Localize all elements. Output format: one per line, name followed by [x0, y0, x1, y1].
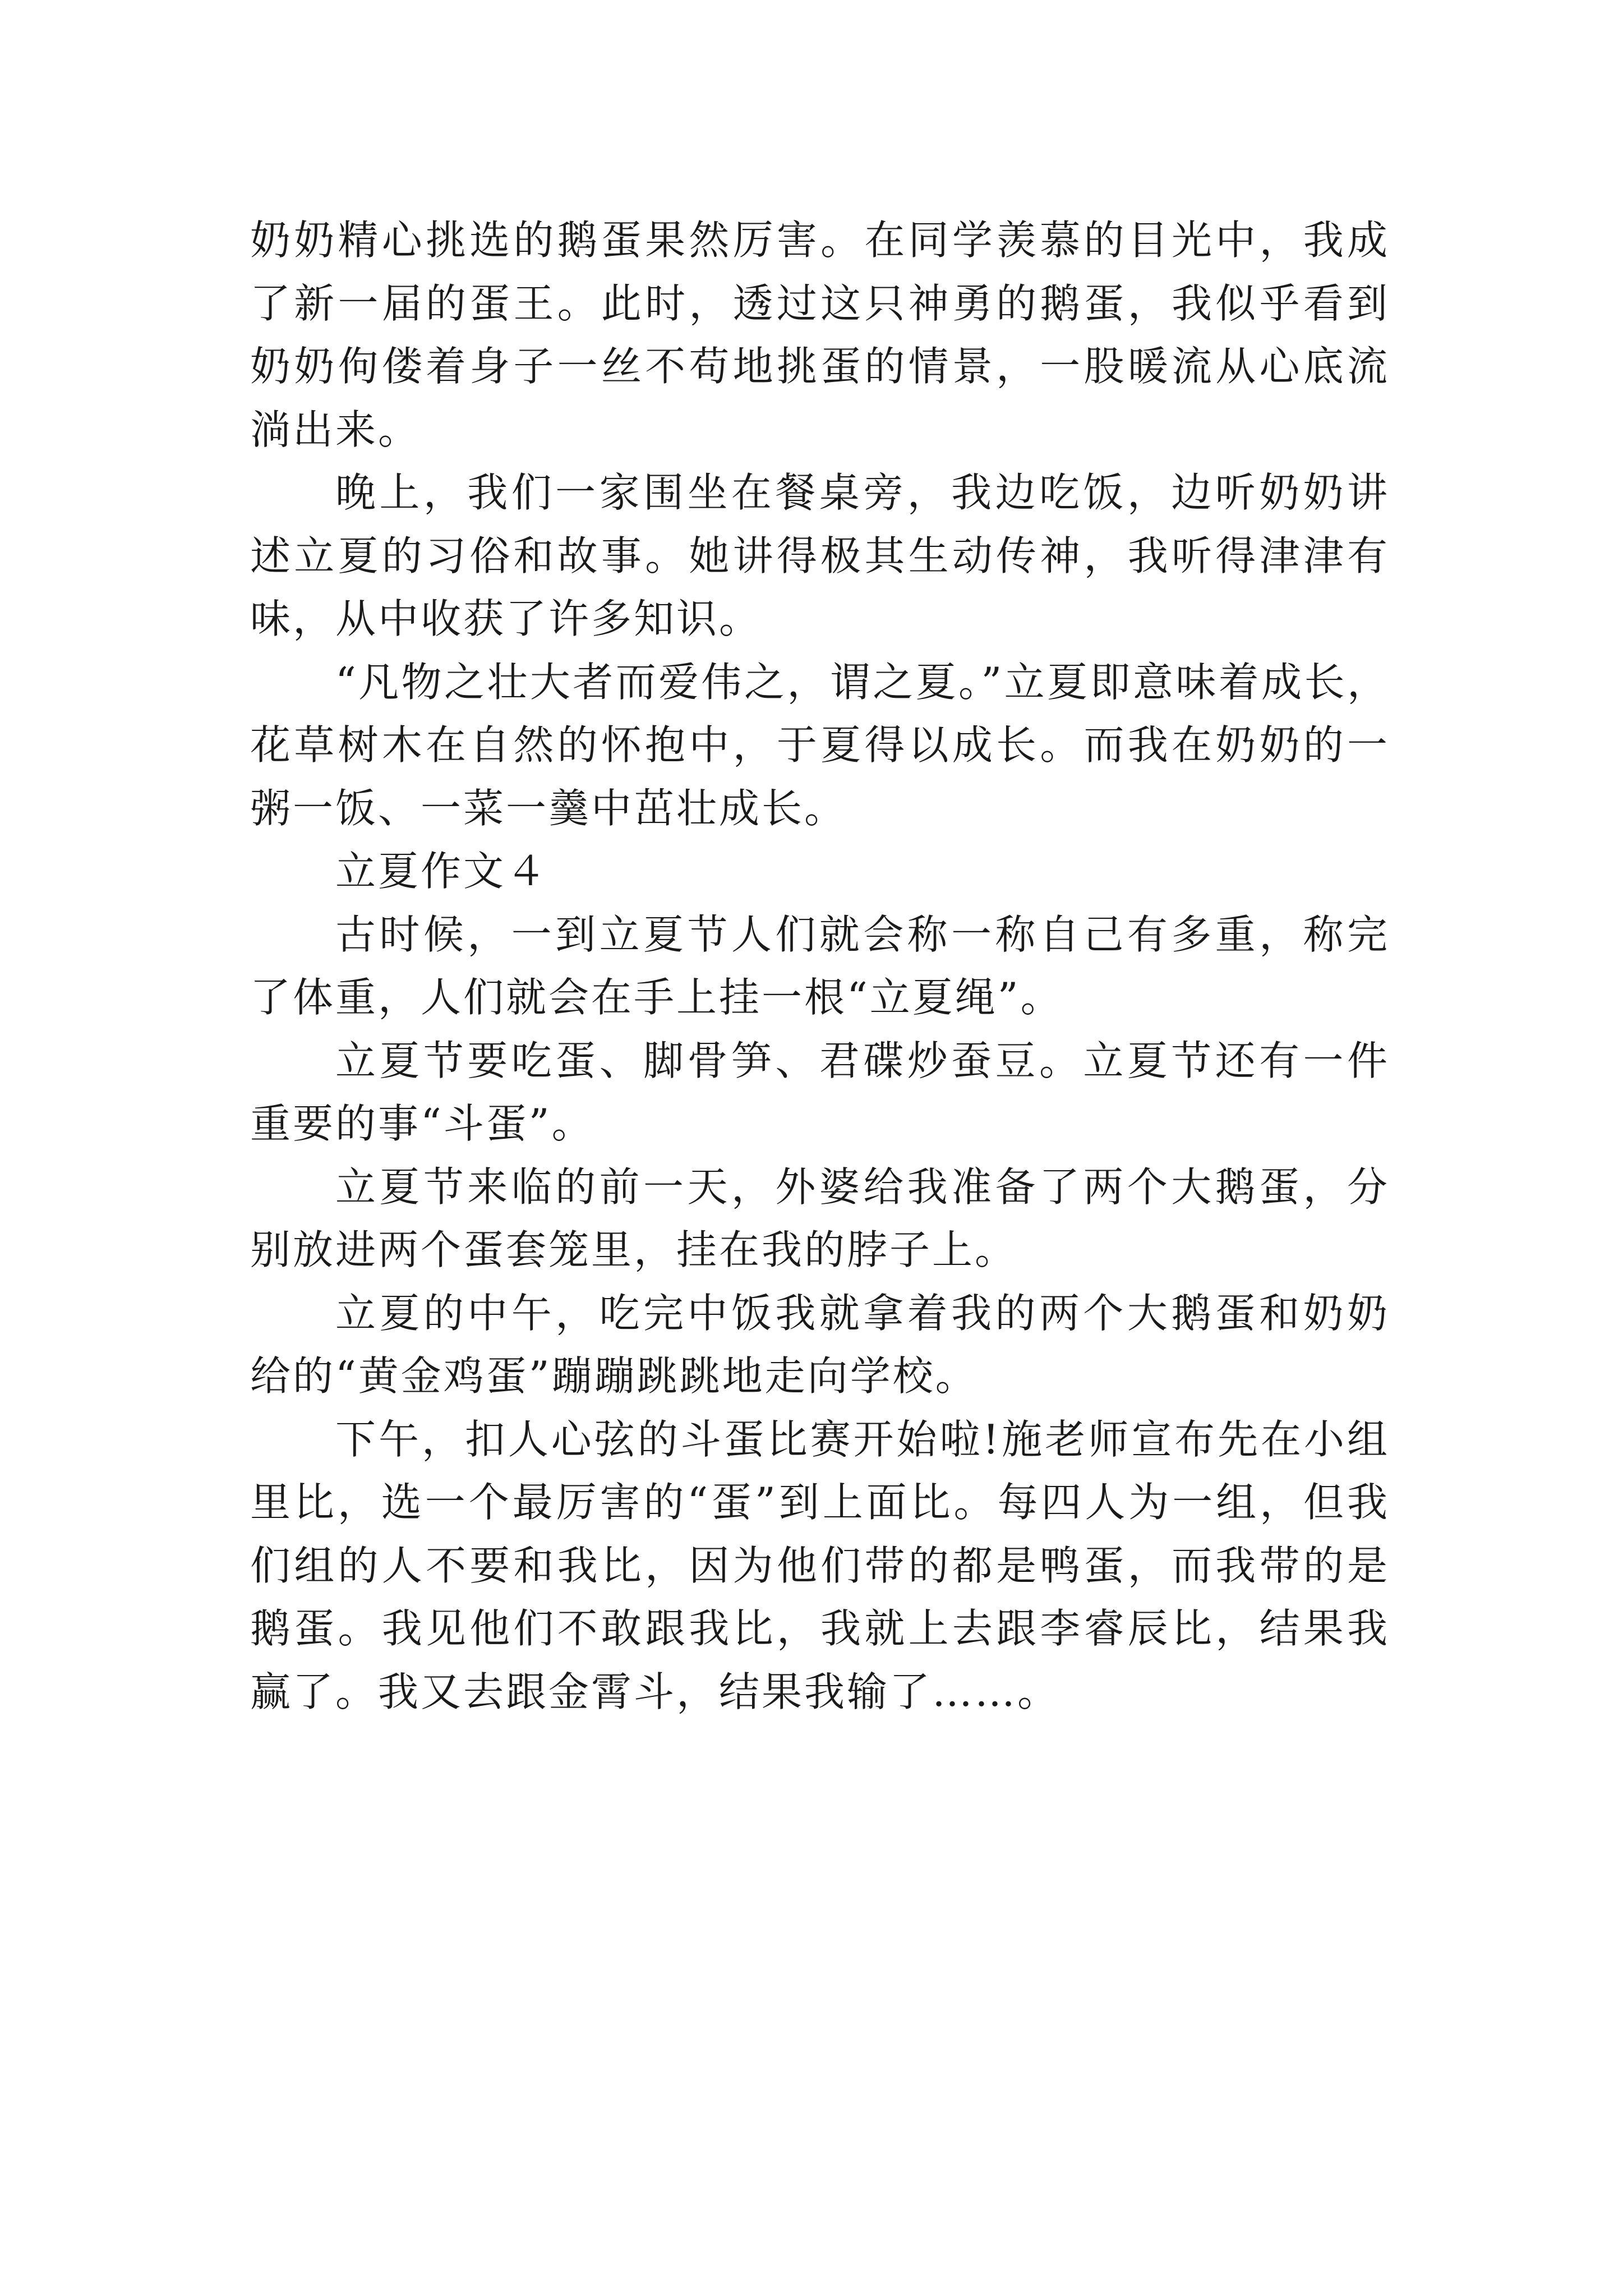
paragraph-goose-egg-winner: 奶奶精心挑选的鹅蛋果然厉害。在同学羡慕的目光中，我成了新一届的蛋王。此时，透过这只神勇的鹅蛋，我似乎看到奶奶佝偻着身子一丝不苟地挑蛋的情景，一股暖流从心底流淌出来。 — [250, 217, 1390, 453]
paragraph-dinner-stories: 晚上，我们一家围坐在餐桌旁，我边吃饭，边听奶奶讲述立夏的习俗和故事。她讲得极其生动传神，我听得津津有味，从中收获了许多知识。 — [250, 469, 1390, 642]
essay-heading: 立夏作文４ — [335, 848, 549, 895]
paragraph-weighing-custom: 古时候，一到立夏节人们就会称一称自己有多重，称完了体重，人们就会在手上挂一根“立夏绳”。 — [250, 910, 1390, 1021]
paragraph-grandma-eggs: 立夏节来临的前一天，外婆给我准备了两个大鹅蛋，分别放进两个蛋套笼里，挂在我的脖子上。 — [250, 1163, 1390, 1273]
paragraph-lixia-foods: 立夏节要吃蛋、脚骨笋、君碟炒蚕豆。立夏节还有一件重要的事“斗蛋”。 — [250, 1037, 1390, 1147]
paragraph-to-school: 立夏的中午，吃完中饭我就拿着我的两个大鹅蛋和奶奶给的“黄金鸡蛋”蹦蹦跳跳地走向学校。 — [250, 1289, 1390, 1400]
body-text — [250, 209, 1390, 1723]
paragraph-summer-meaning: “凡物之壮大者而爱伟之，谓之夏。”立夏即意味着成长，花草树木在自然的怀抱中，于夏得以成长。而我在奶奶的一粥一饭、一菜一羹中茁壮成长。 — [250, 658, 1390, 832]
paragraph-egg-contest: 下午，扣人心弦的斗蛋比赛开始啦!施老师宣布先在小组里比，选一个最厉害的“蛋”到上面比。每四人为一组，但我们组的人不要和我比，因为他们带的都是鸭蛋，而我带的是鹅蛋。我见他们不敢跟我比，我就上去跟李睿辰比，结果我赢了。我又去跟金霄斗，结果我输了……。 — [250, 1415, 1390, 1715]
